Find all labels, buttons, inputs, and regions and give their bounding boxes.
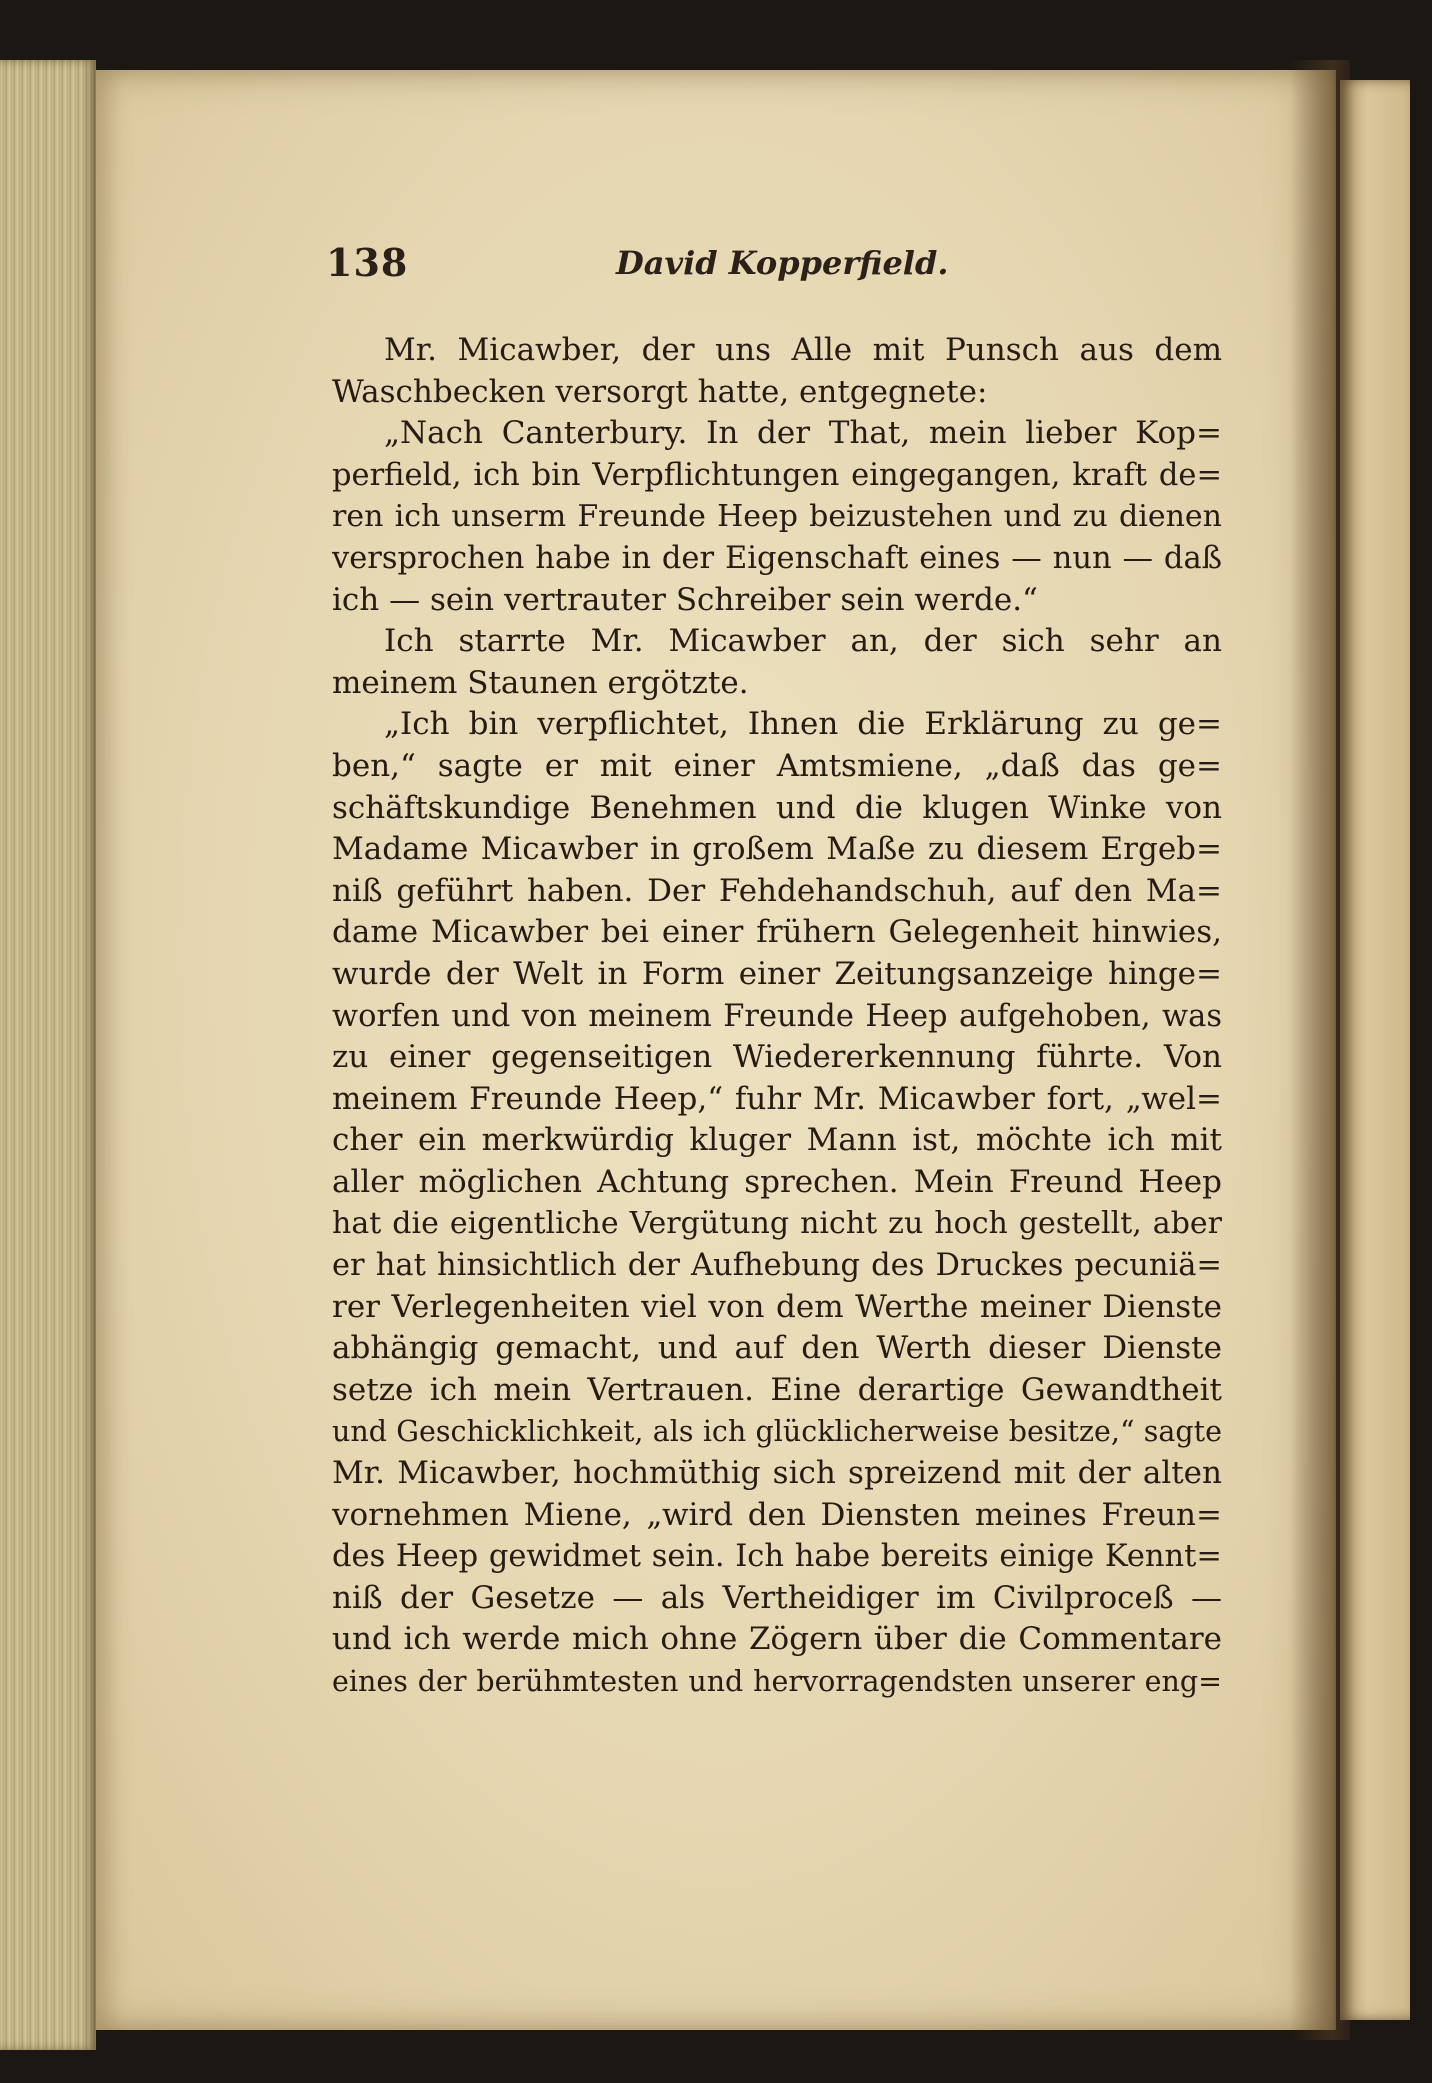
text-line: niß geführt haben. Der Fehdehandschuh, auf den Ma= [332, 872, 1222, 909]
text-line: und ich werde mich ohne Zögern über die Commentare [332, 1621, 1222, 1658]
text-line: vornehmen Miene, „wird den Diensten meines Freun= [332, 1496, 1222, 1533]
text-line: und Geschicklichkeit, als ich glücklicherweise besitze,“ sagte [332, 1415, 1222, 1449]
text-line: ben,“ sagte er mit einer Amtsmiene, „daß das ge= [332, 747, 1222, 784]
page-edges [0, 60, 96, 2050]
running-head: David Kopperfield. [616, 244, 949, 282]
text-line: aller möglichen Achtung sprechen. Mein Freund Heep [332, 1163, 1222, 1200]
text-line: Madame Micawber in großem Maße zu diesem Ergeb= [332, 831, 1222, 868]
text-line: cher ein merkwürdig kluger Mann ist, möchte ich mit [332, 1122, 1222, 1159]
text-line: Waschbecken versorgt hatte, entgegnete: [332, 373, 988, 410]
text-line: meinem Freunde Heep,“ fuhr Mr. Micawber fort, „wel= [332, 1080, 1222, 1117]
text-line: zu einer gegenseitigen Wiedererkennung führte. Von [332, 1039, 1222, 1076]
text-line: versprochen habe in der Eigenschaft eines — nun — daß [332, 540, 1222, 576]
text-line: er hat hinsichtlich der Aufhebung des Druckes pecuniä= [332, 1248, 1222, 1284]
text-line: ren ich unserm Freunde Heep beizustehen und zu dienen [332, 499, 1222, 535]
text-line: ich — sein vertrauter Schreiber sein werde.“ [332, 581, 1038, 618]
text-line: hat die eigentliche Vergütung nicht zu hoch gestellt, aber [332, 1206, 1222, 1242]
text-line: meinem Staunen ergötzte. [332, 664, 749, 701]
text-line: „Nach Canterbury. In der That, mein lieber Kop= [384, 415, 1222, 452]
text-line: rer Verlegenheiten viel von dem Werthe meiner Dienste [332, 1288, 1222, 1325]
text-line: Ich starrte Mr. Micawber an, der sich sehr an [384, 623, 1222, 660]
text-line: setze ich mein Vertrauen. Eine derartige Gewandtheit [332, 1371, 1222, 1408]
text-line: Mr. Micawber, hochmüthig sich spreizend mit der alten [332, 1455, 1222, 1492]
body-text [332, 330, 1222, 1703]
text-line: Mr. Micawber, der uns Alle mit Punsch aus dem [384, 332, 1222, 368]
facing-page-edge [1340, 80, 1410, 2020]
text-line: „Ich bin verpflichtet, Ihnen die Erklärung zu ge= [384, 706, 1222, 743]
text-line: eines der berühmtesten und hervorragendsten unserer eng= [332, 1665, 1222, 1698]
text-line: wurde der Welt in Form einer Zeitungsanzeige hinge= [332, 955, 1222, 992]
text-line: niß der Gesetze — als Vertheidiger im Civilproceß — [332, 1579, 1222, 1616]
text-line: schäftskundige Benehmen und die klugen Winke von [332, 789, 1222, 826]
text-line: abhängig gemacht, und auf den Werth dieser Dienste [332, 1330, 1222, 1367]
text-line: dame Micawber bei einer frühern Gelegenheit hinwies, [332, 914, 1222, 951]
text-line: worfen und von meinem Freunde Heep aufgehoben, was [332, 998, 1222, 1034]
page-number: 138 [326, 240, 409, 285]
page-header [326, 240, 1226, 300]
text-line: perfield, ich bin Verpflichtungen eingegangen, kraft de= [332, 457, 1222, 493]
text-line: des Heep gewidmet sein. Ich habe bereits einige Kennt= [332, 1539, 1222, 1575]
